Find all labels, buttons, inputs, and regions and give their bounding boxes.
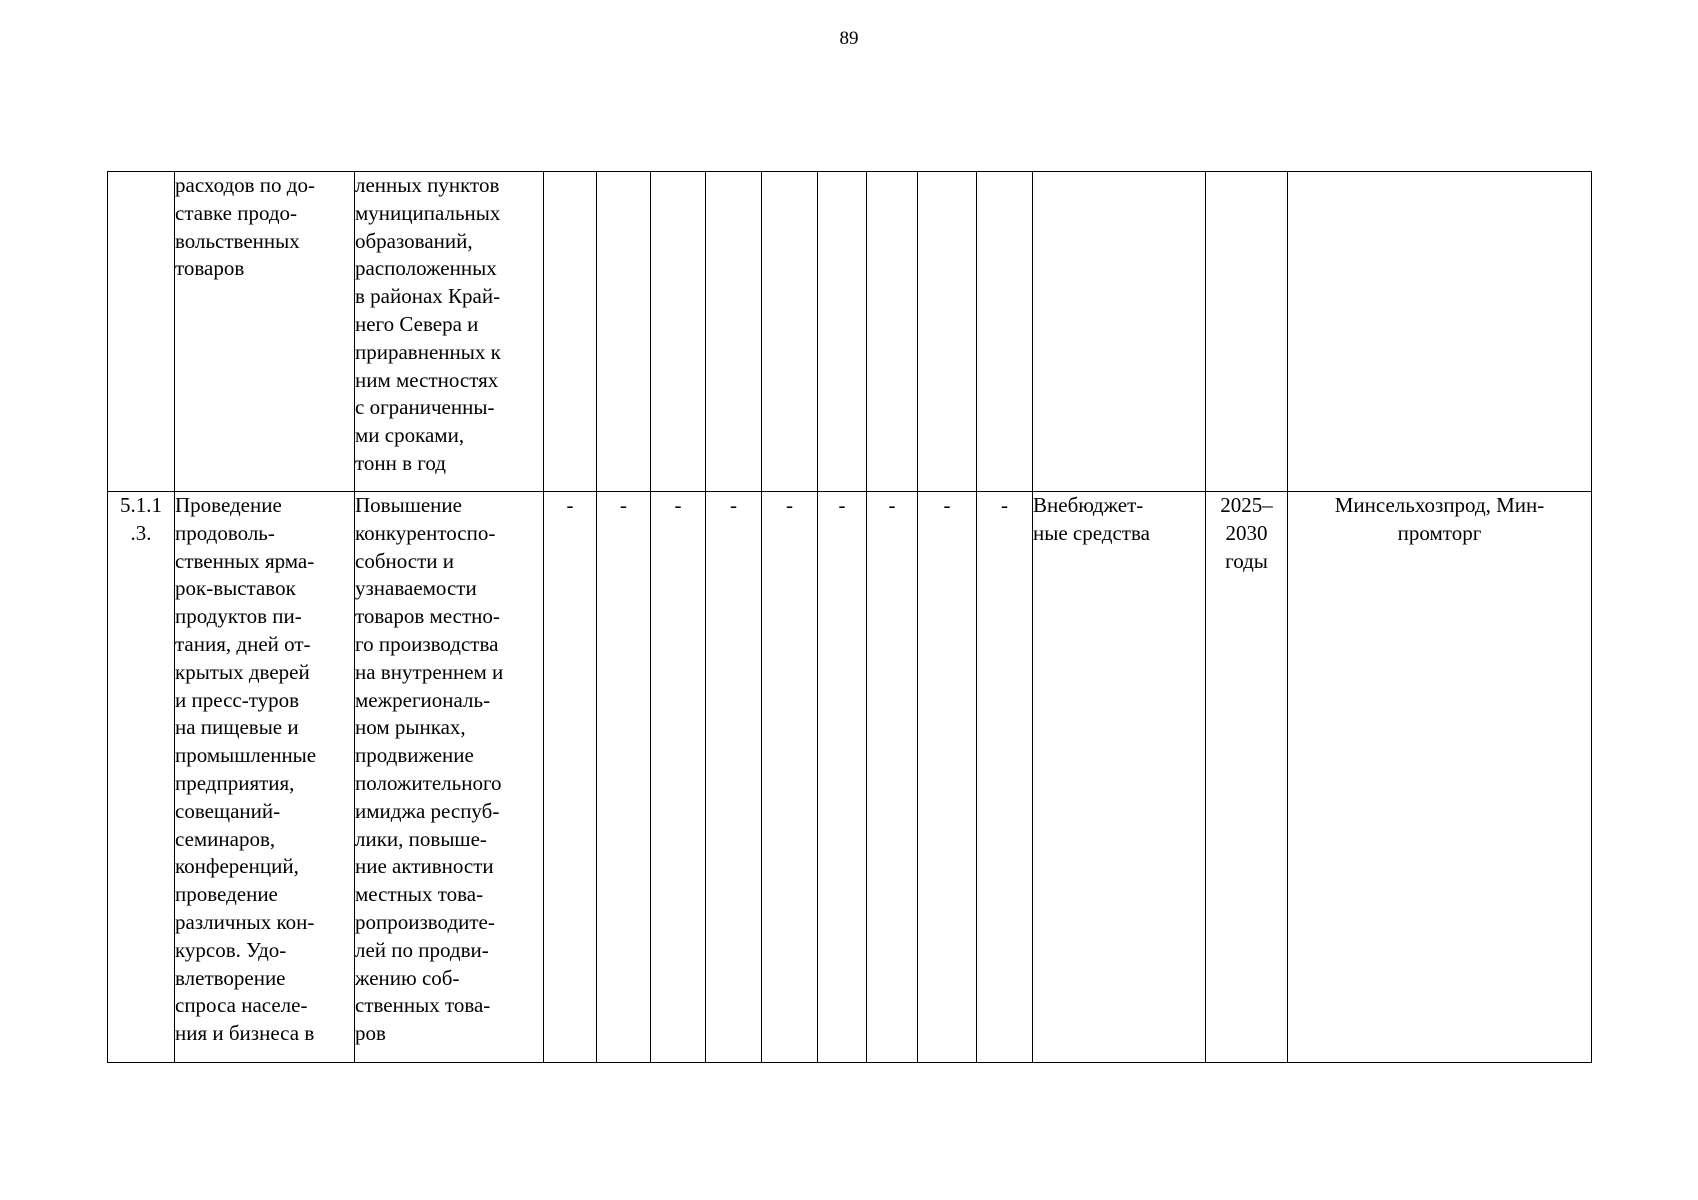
indicator-cell: Повышение конкурентоспо- собности и узнаваемости товаров местно- го производства на внутреннем и межрегиональ- ном рынках, продвижение положительного имиджа респуб- лики, повыше- ние активности местных това- ропроизводите- лей по продви- жению соб- ственных това- ров <box>355 492 544 1063</box>
table-row <box>108 172 1592 492</box>
funding-source-cell <box>1033 172 1206 492</box>
funding-source-cell: Внебюджет- ные средства <box>1033 492 1206 1063</box>
value-cell: - <box>918 492 977 1063</box>
value-cell: - <box>597 492 651 1063</box>
table-row <box>108 492 1592 1063</box>
indicator-cell: ленных пунктов муниципальных образований, расположенных в районах Край- него Севера и приравненных к ним местностях с ограниченны- ми сроками, тонн в год <box>355 172 544 492</box>
value-cell <box>544 172 597 492</box>
value-cell <box>977 172 1033 492</box>
value-cell: - <box>977 492 1033 1063</box>
executor-cell <box>1288 172 1592 492</box>
executor-cell: Минсельхозпрод, Мин- промторг <box>1288 492 1592 1063</box>
program-measures-table <box>107 171 1592 1063</box>
row-number-cell <box>108 172 175 492</box>
term-cell <box>1206 172 1288 492</box>
value-cell: - <box>818 492 867 1063</box>
page-number: 89 <box>839 28 859 49</box>
value-cell: - <box>651 492 706 1063</box>
measure-name-cell: Проведение продоволь- ственных ярма- рок-выставок продуктов пи- тания, дней от- крытых дверей и пресс-туров на пищевые и промышленные предприятия, совещаний- семинаров, конференций, проведение различных кон- курсов. Удо- влетворение спроса населе- ния и бизнеса в <box>175 492 355 1063</box>
value-cell: - <box>867 492 918 1063</box>
value-cell: - <box>706 492 762 1063</box>
value-cell <box>597 172 651 492</box>
measure-name-cell: расходов по до- ставке продо- вольственных товаров <box>175 172 355 492</box>
row-number-cell: 5.1.1 .3. <box>108 492 175 1063</box>
term-cell: 2025– 2030 годы <box>1206 492 1288 1063</box>
value-cell <box>818 172 867 492</box>
value-cell <box>762 172 818 492</box>
value-cell: - <box>762 492 818 1063</box>
value-cell <box>706 172 762 492</box>
value-cell <box>918 172 977 492</box>
value-cell <box>867 172 918 492</box>
value-cell <box>651 172 706 492</box>
value-cell: - <box>544 492 597 1063</box>
